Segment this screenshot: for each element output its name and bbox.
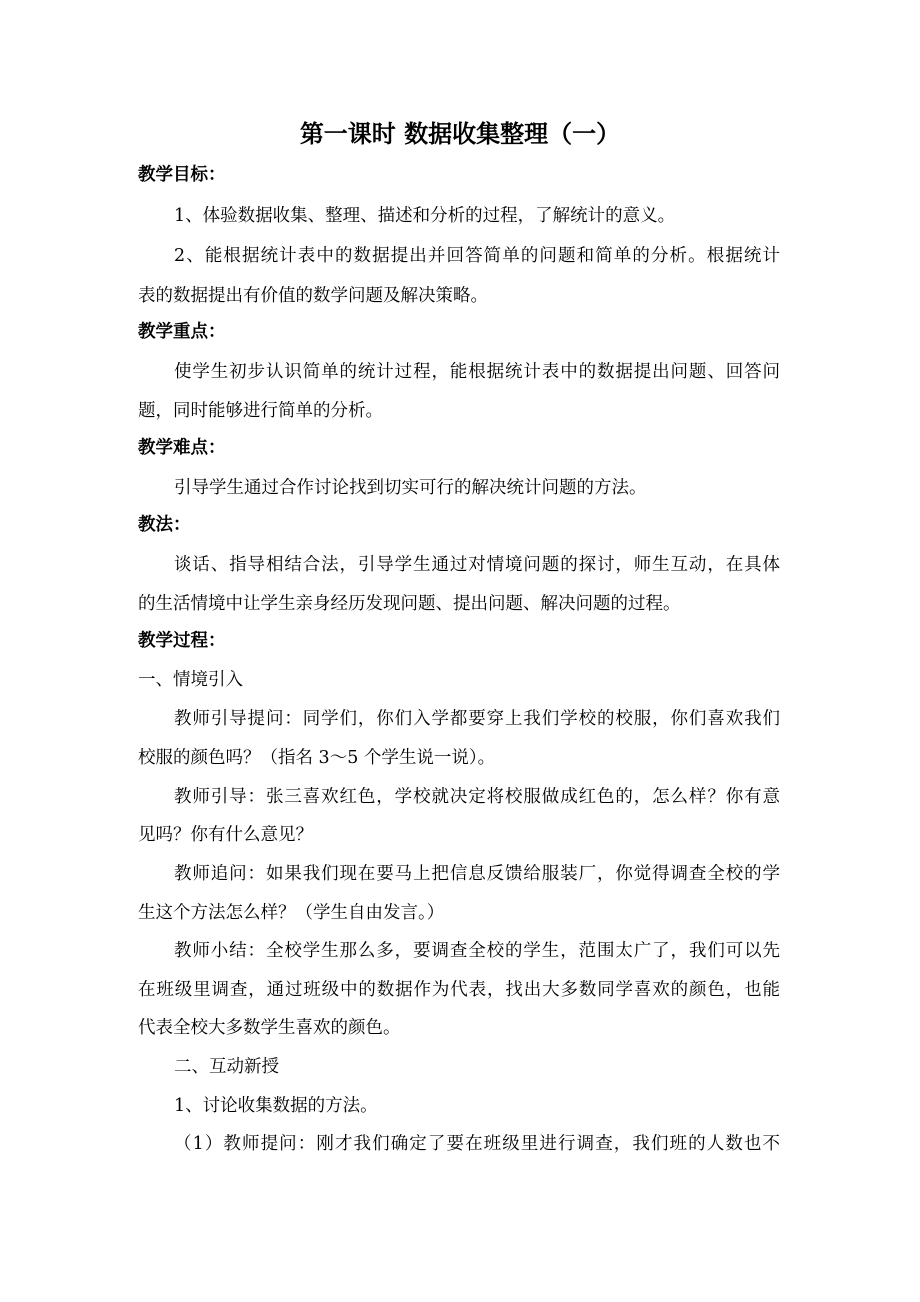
paragraph-line: 代表全校大多数学生喜欢的颜色。 xyxy=(138,1018,401,1038)
paragraph-line: 表的数据提出有价值的数学问题及解决策略。 xyxy=(138,286,488,306)
heading-key-points: 教学重点： xyxy=(138,322,226,342)
section-heading: 二、互动新授 xyxy=(174,1057,279,1077)
paragraph-line: 1、讨论收集数据的方法。 xyxy=(174,1096,378,1116)
paragraph-line: 题，同时能够进行简单的分析。 xyxy=(138,401,383,421)
heading-teaching-objectives: 教学目标： xyxy=(138,165,226,185)
paragraph-line: 校服的颜色吗？（指名 3～5 个学生说一说）。 xyxy=(138,748,496,768)
paragraph-line: 生这个方法怎么样？（学生自由发言。） xyxy=(138,903,445,923)
paragraph-line: 谈话、指导相结合法，引导学生通过对情境问题的探讨，师生互动，在具体 xyxy=(174,555,780,575)
paragraph-line: 教师引导：张三喜欢红色，学校就决定将校服做成红色的，怎么样？你有意 xyxy=(174,787,780,807)
paragraph-line: 引导学生通过合作讨论找到切实可行的解决统计问题的方法。 xyxy=(174,478,647,498)
heading-process: 教学过程： xyxy=(138,631,226,651)
paragraph-line: 的生活情境中让学生亲身经历发现问题、提出问题、解决问题的过程。 xyxy=(138,594,681,614)
heading-methods: 教法： xyxy=(138,515,191,535)
paragraph-line: 1、体验数据收集、整理、描述和分析的过程，了解统计的意义。 xyxy=(174,206,676,226)
paragraph-line: 教师小结：全校学生那么多，要调查全校的学生，范围太广了，我们可以先 xyxy=(174,941,780,961)
paragraph-line: 见吗？你有什么意见？ xyxy=(138,825,313,845)
paragraph-line: 2、能根据统计表中的数据提出并回答简单的问题和简单的分析。根据统计 xyxy=(174,246,780,266)
paragraph-line: 使学生初步认识简单的统计过程，能根据统计表中的数据提出问题、回答问 xyxy=(174,362,780,382)
document-title: 第一课时 数据收集整理（一） xyxy=(299,119,621,148)
paragraph-line: 教师引导提问：同学们，你们入学都要穿上我们学校的校服，你们喜欢我们 xyxy=(174,709,780,729)
paragraph-line: 在班级里调查，通过班级中的数据作为代表，找出大多数同学喜欢的颜色，也能 xyxy=(138,980,780,1000)
section-heading: 一、情境引入 xyxy=(138,670,243,690)
paragraph-line: （1）教师提问：刚才我们确定了要在班级里进行调查，我们班的人数也不 xyxy=(174,1134,780,1154)
paragraph-line: 教师追问：如果我们现在要马上把信息反馈给服装厂，你觉得调查全校的学 xyxy=(174,864,780,884)
heading-difficulties: 教学难点： xyxy=(138,438,226,458)
